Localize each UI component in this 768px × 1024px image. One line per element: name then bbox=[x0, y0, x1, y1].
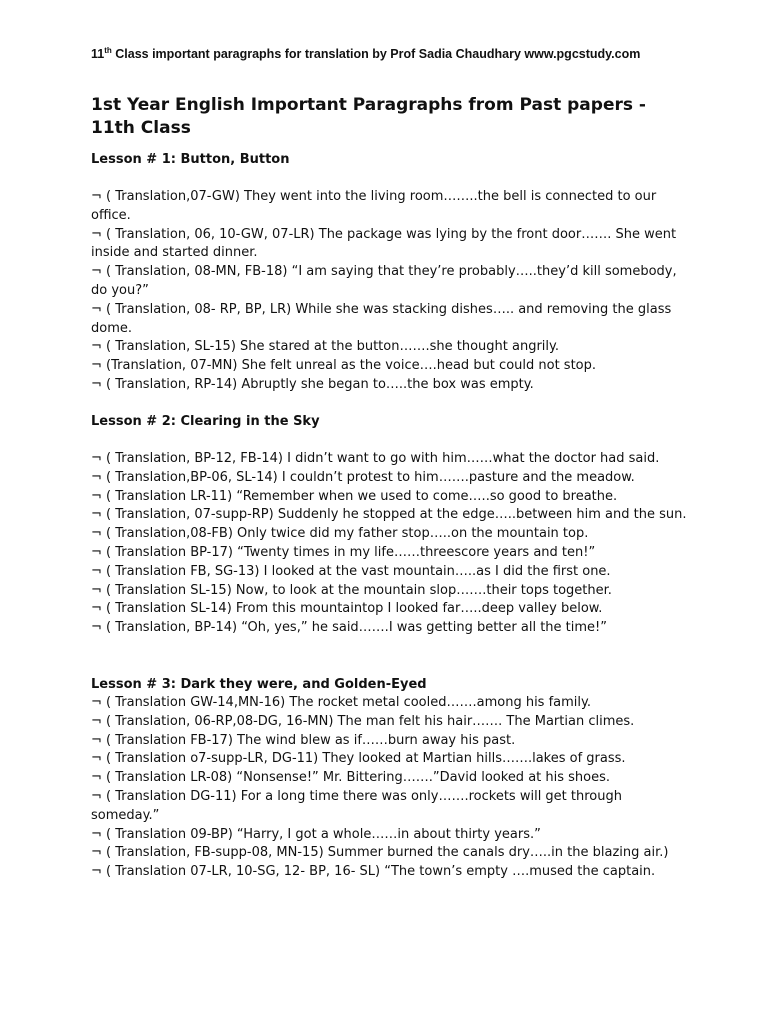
list-item: ¬ ( Translation, 08- RP, BP, LR) While she was stacking dishes….. and removing the glass dome. bbox=[91, 301, 672, 336]
lesson-2-items bbox=[91, 450, 691, 638]
lesson-heading: Lesson # 1: Button, Button bbox=[91, 152, 290, 167]
list-item: ¬ ( Translation DG-11) For a long time there was only…….rockets will get through someday.” bbox=[91, 788, 622, 823]
list-item: ¬ (Translation, 07-MN) She felt unreal as the voice….head but could not stop. bbox=[91, 358, 597, 374]
lesson-3-items bbox=[91, 694, 691, 882]
list-item: ¬ ( Translation, 06, 10-GW, 07-LR) The package was lying by the front door……. She went inside and started dinner. bbox=[91, 226, 677, 261]
list-item: ¬ ( Translation,07-GW) They went into the living room……..the bell is connected to our office. bbox=[91, 189, 657, 223]
list-item: ¬ ( Translation 07-LR, 10-SG, 12- BP, 16- SL) “The town’s empty ….mused the captain. bbox=[91, 864, 656, 880]
header-superscript: th bbox=[104, 45, 112, 55]
list-item: ¬ ( Translation,08-FB) Only twice did my father stop…..on the mountain top. bbox=[91, 526, 589, 542]
document-title: 1st Year English Important Paragraphs from Past papers - 11th Class bbox=[91, 95, 646, 138]
list-item: ¬ ( Translation 09-BP) “Harry, I got a whole……in about thirty years.” bbox=[91, 826, 541, 842]
list-item: ¬ ( Translation, SL-15) She stared at the button…….she thought angrily. bbox=[91, 339, 559, 355]
list-item: ¬ ( Translation GW-14,MN-16) The rocket metal cooled…….among his family. bbox=[91, 695, 591, 710]
list-item: ¬ ( Translation FB-17) The wind blew as if……burn away his past. bbox=[91, 732, 516, 748]
list-item: ¬ ( Translation, 06-RP,08-DG, 16-MN) The man felt his hair……. The Martian climes. bbox=[91, 713, 635, 729]
list-item: ¬ ( Translation SL-14) From this mountaintop I looked far…..deep valley below. bbox=[91, 601, 603, 617]
list-item: ¬ ( Translation BP-17) “Twenty times in my life……threescore years and ten!” bbox=[91, 544, 596, 560]
page-header bbox=[91, 47, 640, 61]
list-item: ¬ ( Translation o7-supp-LR, DG-11) They looked at Martian hills…….lakes of grass. bbox=[91, 751, 626, 767]
lesson-heading: Lesson # 2: Clearing in the Sky bbox=[91, 414, 320, 429]
header-text: Class important paragraphs for translation by Prof Sadia Chaudhary www.pgcstudy.com bbox=[111, 47, 641, 61]
list-item: ¬ ( Translation LR-08) “Nonsense!” Mr. Bittering…….”David looked at his shoes. bbox=[91, 770, 611, 786]
list-item: ¬ ( Translation, RP-14) Abruptly she began to…..the box was empty. bbox=[91, 376, 534, 392]
list-item: ¬ ( Translation FB, SG-13) I looked at the vast mountain…..as I did the first one. bbox=[91, 563, 611, 579]
list-item: ¬ ( Translation, BP-12, FB-14) I didn’t want to go with him……what the doctor had said. bbox=[91, 451, 660, 466]
list-item: ¬ ( Translation SL-15) Now, to look at the mountain slop…….their tops together. bbox=[91, 582, 612, 598]
list-item: ¬ ( Translation, FB-supp-08, MN-15) Summer burned the canals dry…..in the blazing air.) bbox=[91, 845, 669, 861]
lesson-section-3 bbox=[91, 675, 691, 694]
lesson-1-items bbox=[91, 188, 691, 395]
list-item: ¬ ( Translation, BP-14) “Oh, yes,” he said…….I was getting better all the time!” bbox=[91, 620, 607, 636]
list-item: ¬ ( Translation, 07-supp-RP) Suddenly he stopped at the edge…..between him and the sun. bbox=[91, 507, 687, 523]
lesson-section-1 bbox=[91, 150, 691, 169]
list-item: ¬ ( Translation,BP-06, SL-14) I couldn’t protest to him…….pasture and the meadow. bbox=[91, 469, 635, 485]
lesson-heading: Lesson # 3: Dark they were, and Golden-Eyed bbox=[91, 677, 427, 692]
header-prefix: 11 bbox=[91, 47, 105, 61]
lesson-section-2 bbox=[91, 412, 691, 431]
list-item: ¬ ( Translation, 08-MN, FB-18) “I am saying that they’re probably…..they’d kill somebody, do you?” bbox=[91, 264, 677, 298]
list-item: ¬ ( Translation LR-11) “Remember when we used to come…..so good to breathe. bbox=[91, 488, 618, 504]
